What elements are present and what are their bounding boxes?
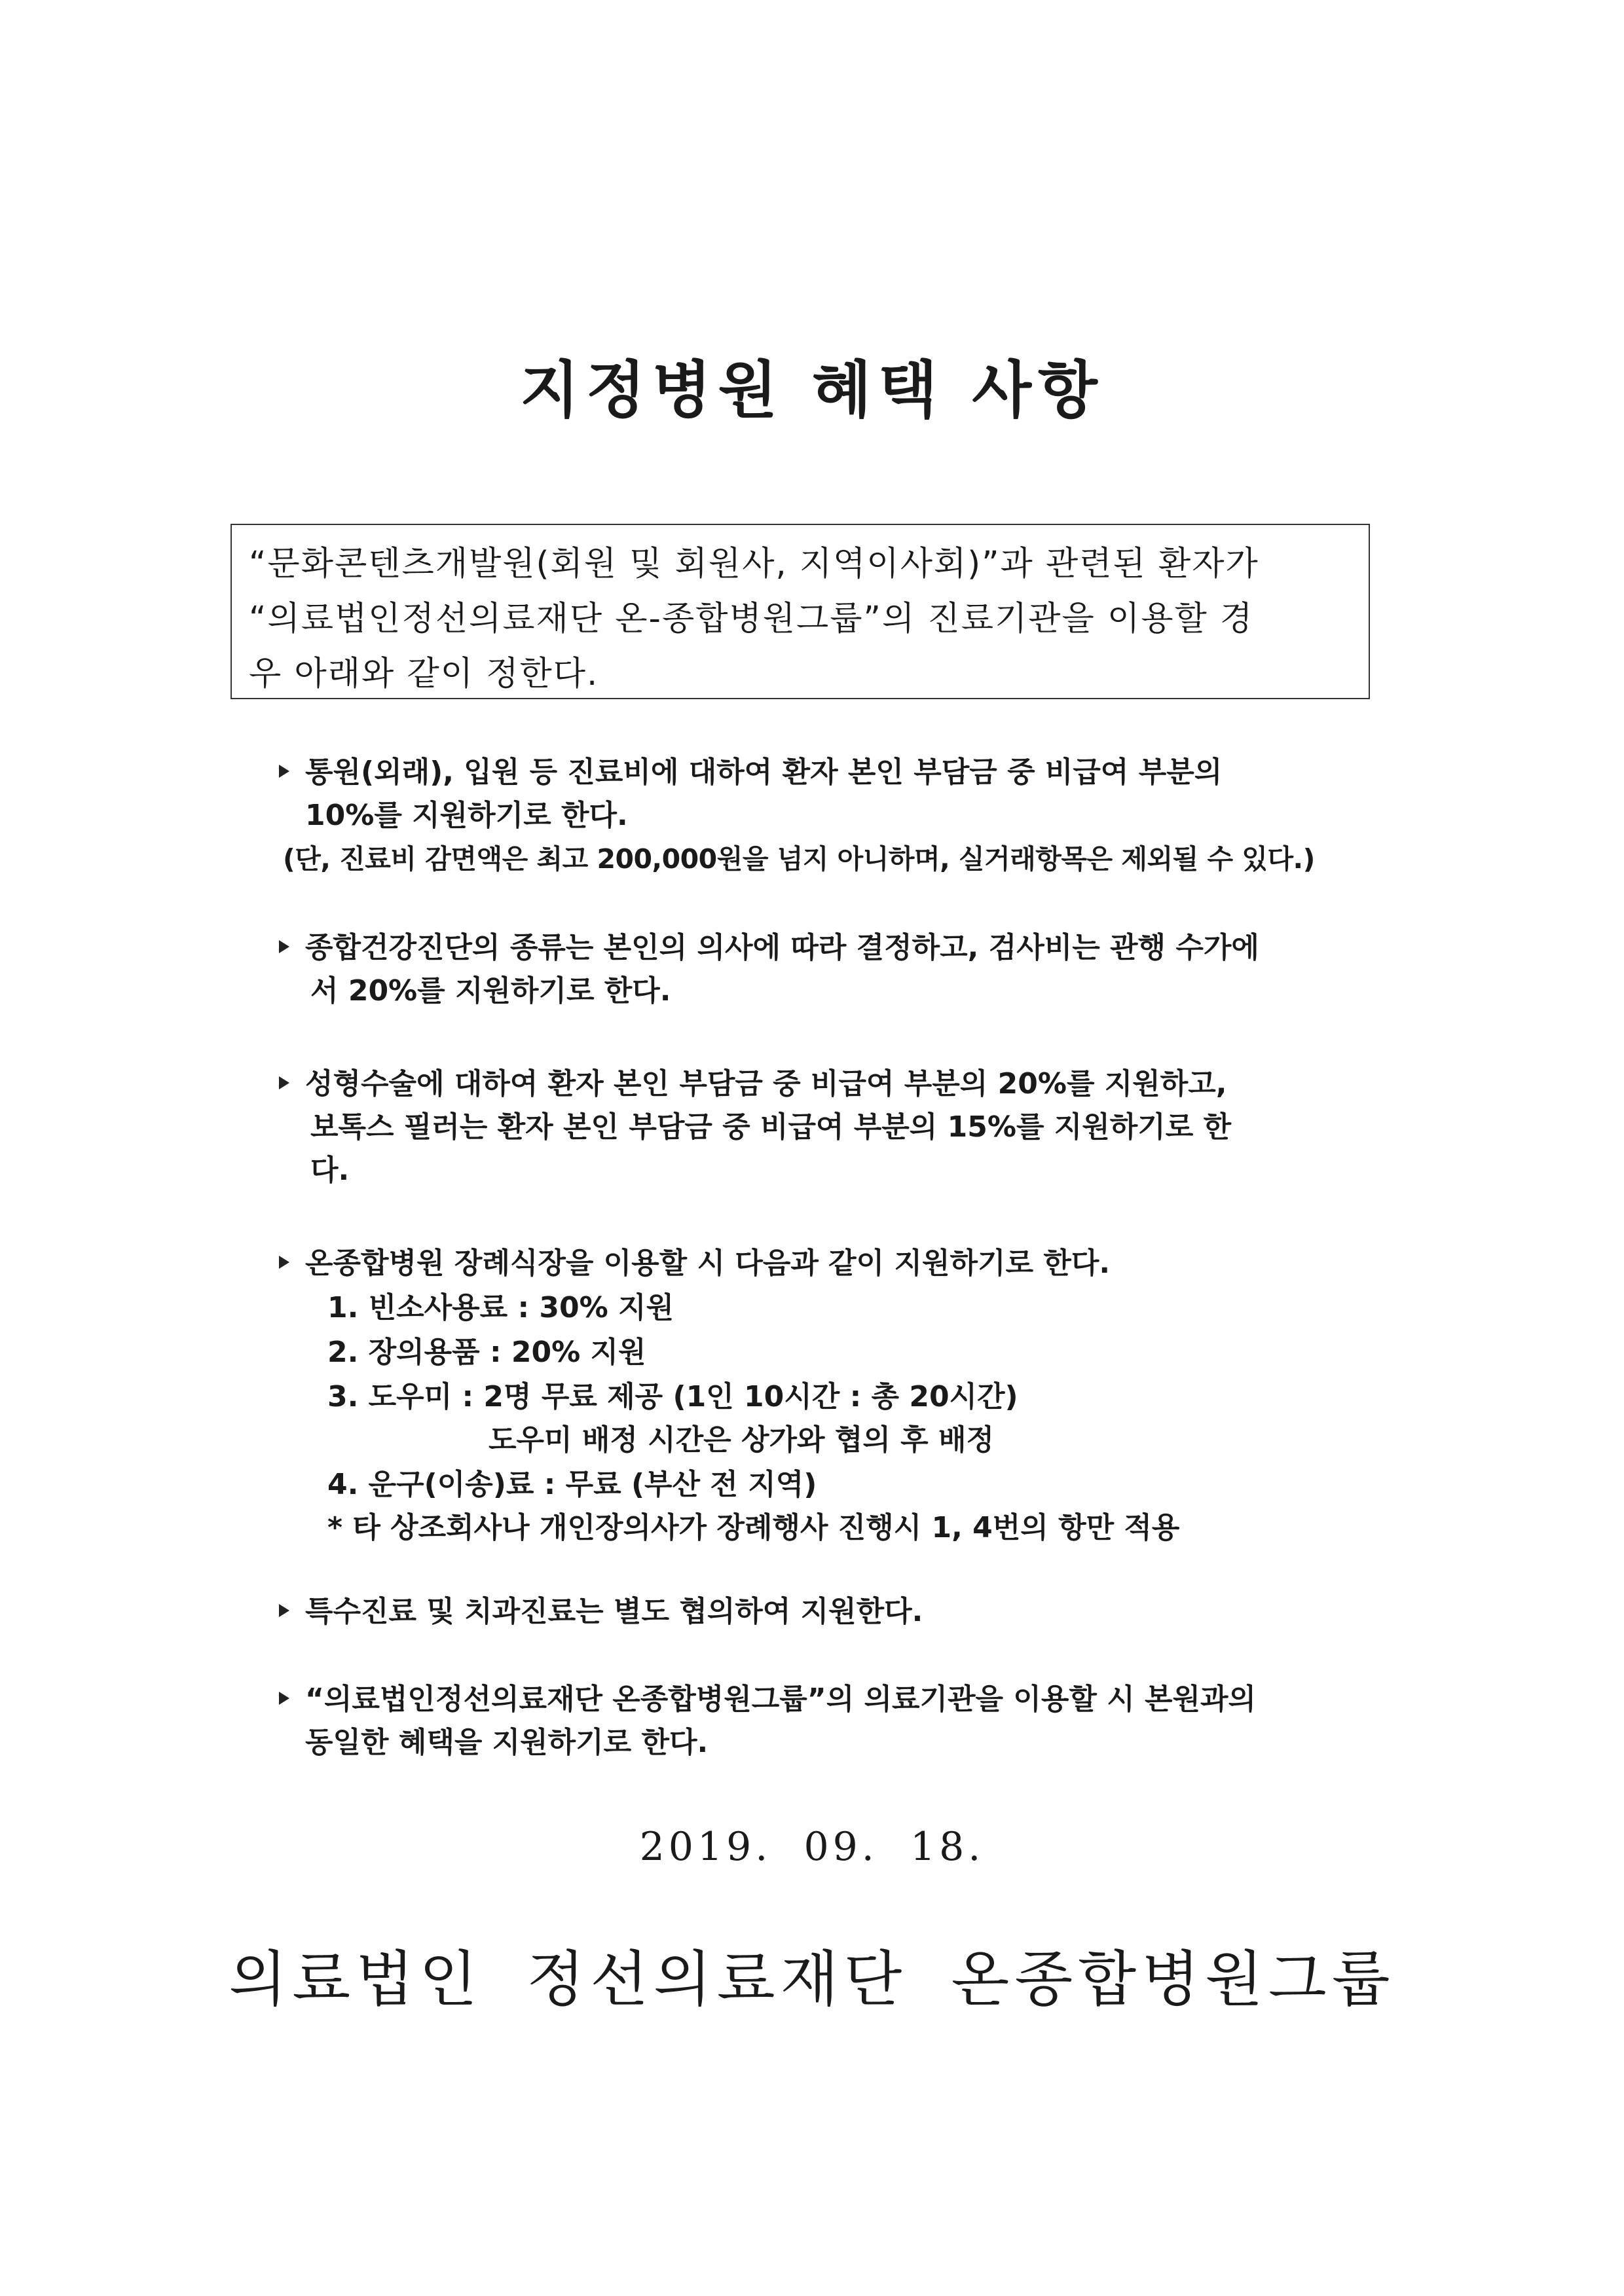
triangle-bullet-icon xyxy=(279,1604,289,1617)
document-title: 지정병원 혜택 사항 xyxy=(520,355,1104,426)
item-line: 온종합병원 장례식장을 이용할 시 다음과 같이 지원하기로 한다. xyxy=(305,1247,1111,1280)
funeral-subitem: 4. 운구(이송)료 : 무료 (부산 전 지역) xyxy=(327,1468,817,1501)
funeral-subitem: 2. 장의용품 : 20% 지원 xyxy=(327,1336,646,1369)
intro-line: “문화콘텐츠개발원(회원 및 회원사, 지역이사회)”과 관련된 환자가 xyxy=(249,545,1259,583)
item-line: 서 20%를 지원하기로 한다. xyxy=(310,974,671,1008)
triangle-bullet-icon xyxy=(279,940,289,953)
funeral-note: * 타 상조회사나 개인장의사가 장례행사 진행시 1, 4번의 항만 적용 xyxy=(327,1511,1180,1544)
item-line: 특수진료 및 치과진료는 별도 협의하여 지원한다. xyxy=(305,1595,923,1628)
triangle-bullet-icon xyxy=(279,1692,289,1705)
intro-line: “의료법인정선의료재단 온-종합병원그룹”의 진료기관을 이용할 경 xyxy=(249,600,1254,638)
funeral-subitem: 3. 도우미 : 2명 무료 제공 (1인 10시간 : 총 20시간) xyxy=(327,1380,1018,1413)
item-line: 통원(외래), 입원 등 진료비에 대하여 환자 본인 부담금 중 비급여 부분의 xyxy=(305,756,1223,789)
document-date: 2019. 09. 18. xyxy=(639,1824,985,1870)
triangle-bullet-icon xyxy=(279,1076,289,1089)
item-line: 성형수술에 대하여 환자 본인 부담금 중 비급여 부분의 20%를 지원하고, xyxy=(305,1067,1227,1101)
triangle-bullet-icon xyxy=(279,765,289,778)
item-line: 10%를 지원하기로 한다. xyxy=(305,799,628,832)
triangle-bullet-icon xyxy=(279,1256,289,1269)
funeral-subitem: 도우미 배정 시간은 상가와 협의 후 배정 xyxy=(489,1423,994,1457)
intro-line: 우 아래와 같이 정한다. xyxy=(249,655,599,693)
item-line: 보톡스 필러는 환자 본인 부담금 중 비급여 부분의 15%를 지원하기로 한 xyxy=(310,1110,1232,1144)
item-line: 종합건강진단의 종류는 본인의 의사에 따라 결정하고, 검사비는 관행 수가에 xyxy=(305,931,1259,964)
funeral-subitem: 1. 빈소사용료 : 30% 지원 xyxy=(327,1291,674,1324)
item-note: (단, 진료비 감면액은 최고 200,000원을 넘지 아니하며, 실거래항목은 제외될 수 있다.) xyxy=(283,843,1315,875)
item-line: “의료법인정선의료재단 온종합병원그룹”의 의료기관을 이용할 시 본원과의 xyxy=(305,1683,1257,1716)
item-line: 다. xyxy=(310,1154,350,1187)
item-line: 동일한 혜택을 지원하기로 한다. xyxy=(305,1726,709,1759)
intro-box xyxy=(231,524,1370,699)
organization-name: 의료법인 정선의료재단 온종합병원그룹 xyxy=(229,1944,1395,2014)
